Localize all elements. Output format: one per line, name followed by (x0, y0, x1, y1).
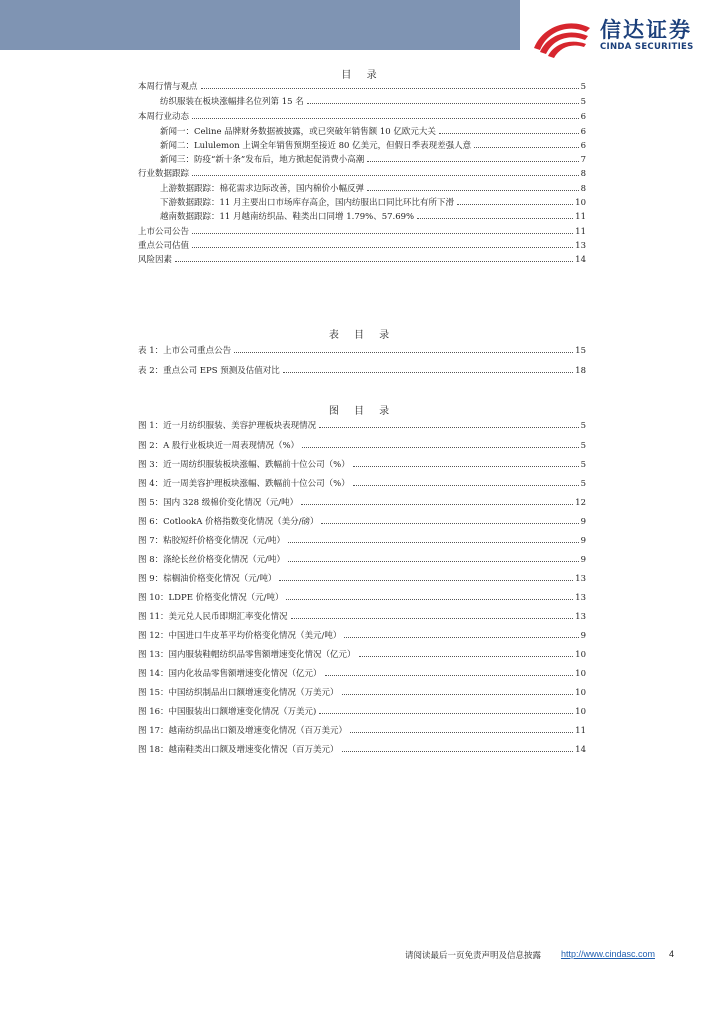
table-list-entry[interactable]: 表 1：上市公司重点公告 15 (138, 346, 586, 356)
cinda-logo (530, 14, 710, 58)
tables-title: 表 目 录 (328, 330, 396, 341)
contents-title: 目 录 (341, 70, 383, 81)
figure-list-entry[interactable]: 图 12：中国进口牛皮革平均价格变化情况（美元/吨） 9 (138, 631, 586, 641)
toc-entry[interactable]: 重点公司估值 13 (138, 241, 586, 251)
figure-list-entry[interactable]: 图 15：中国纺织制品出口额增速变化情况（万美元） 10 (138, 688, 586, 698)
figure-list-entry[interactable]: 图 9：棕榈油价格变化情况（元/吨） 13 (138, 574, 586, 584)
toc-entry[interactable]: 风险因素 14 (138, 255, 586, 265)
figure-list-entry[interactable]: 图 13：国内服装鞋帽纺织品零售额增速变化情况（亿元） 10 (138, 650, 586, 660)
footer-website-link[interactable]: http://www.cindasc.com (560, 949, 655, 959)
toc-entry[interactable]: 新闻二：Lululemon 上调全年销售预期至接近 80 亿美元，但假日季表现差强人意 6 (160, 141, 586, 151)
page-footer (0, 948, 724, 964)
cinda-emblem-icon (530, 14, 594, 58)
figure-list-entry[interactable]: 图 5：国内 328 级棉价变化情况（元/吨） 12 (138, 498, 586, 508)
logo-english-name: CINDA SECURITIES (600, 42, 694, 52)
figure-list-entry[interactable]: 图 3：近一周纺织服装板块涨幅、跌幅前十位公司（%） 5 (138, 460, 586, 470)
figure-list-entry[interactable]: 图 2：A 股行业板块近一周表现情况（%） 5 (138, 441, 586, 451)
logo-chinese-name: 信达证券 (600, 18, 692, 42)
toc-entry[interactable]: 行业数据跟踪 8 (138, 169, 586, 179)
figure-list-entry[interactable]: 图 7：粘胶短纤价格变化情况（元/吨） 9 (138, 536, 586, 546)
figure-list-entry[interactable]: 图 16：中国服装出口额增速变化情况（万美元) 10 (138, 707, 586, 717)
figure-list-entry[interactable]: 图 11：美元兑人民币即期汇率变化情况 13 (138, 612, 586, 622)
toc-entry[interactable]: 越南数据跟踪：11 月越南纺织品、鞋类出口同增 1.79%、57.69% 11 (160, 212, 586, 222)
toc-entry[interactable]: 本周行情与观点 5 (138, 82, 586, 92)
toc-entry[interactable]: 新闻一：Celine 品牌财务数据被披露，或已突破年销售额 10 亿欧元大关 6 (160, 127, 586, 137)
figure-list-entry[interactable]: 图 1：近一月纺织服装、美容护理板块表现情况 5 (138, 421, 586, 431)
figure-list-entry[interactable]: 图 4：近一周美容护理板块涨幅、跌幅前十位公司（%） 5 (138, 479, 586, 489)
figure-list-entry[interactable]: 图 10：LDPE 价格变化情况（元/吨） 13 (138, 593, 586, 603)
figure-list-entry[interactable]: 图 18：越南鞋类出口额及增速变化情况（百万美元） 14 (138, 745, 586, 755)
header-band (0, 0, 520, 50)
page-number: 4 (668, 949, 674, 959)
footer-disclaimer: 请阅读最后一页免责声明及信息披露 (404, 951, 541, 961)
toc-entry[interactable]: 上游数据跟踪：棉花需求边际改善，国内棉价小幅反弹 8 (160, 184, 586, 194)
figure-list-entry[interactable]: 图 14：国内化妆品零售额增速变化情况（亿元） 10 (138, 669, 586, 679)
figure-list-entry[interactable]: 图 8：涤纶长丝价格变化情况（元/吨） 9 (138, 555, 586, 565)
toc-entry[interactable]: 本周行业动态 6 (138, 112, 586, 122)
table-list-entry[interactable]: 表 2：重点公司 EPS 预测及估值对比 18 (138, 366, 586, 376)
toc-entry[interactable]: 纺织服装在板块涨幅排名位列第 15 名 5 (160, 97, 586, 107)
figure-list-entry[interactable]: 图 17：越南纺织品出口额及增速变化情况（百万美元） 11 (138, 726, 586, 736)
toc-entry[interactable]: 下游数据跟踪：11 月主要出口市场库存高企，国内纺服出口同比环比有所下滑 10 (160, 198, 586, 208)
figure-list-entry[interactable]: 图 6：CotlookA 价格指数变化情况（美分/磅） 9 (138, 517, 586, 527)
toc-entry[interactable]: 新闻三：防疫“新十条”发布后，地方掀起促消费小高潮 7 (160, 155, 586, 165)
toc-entry[interactable]: 上市公司公告 11 (138, 227, 586, 237)
figures-title: 图 目 录 (328, 406, 396, 417)
